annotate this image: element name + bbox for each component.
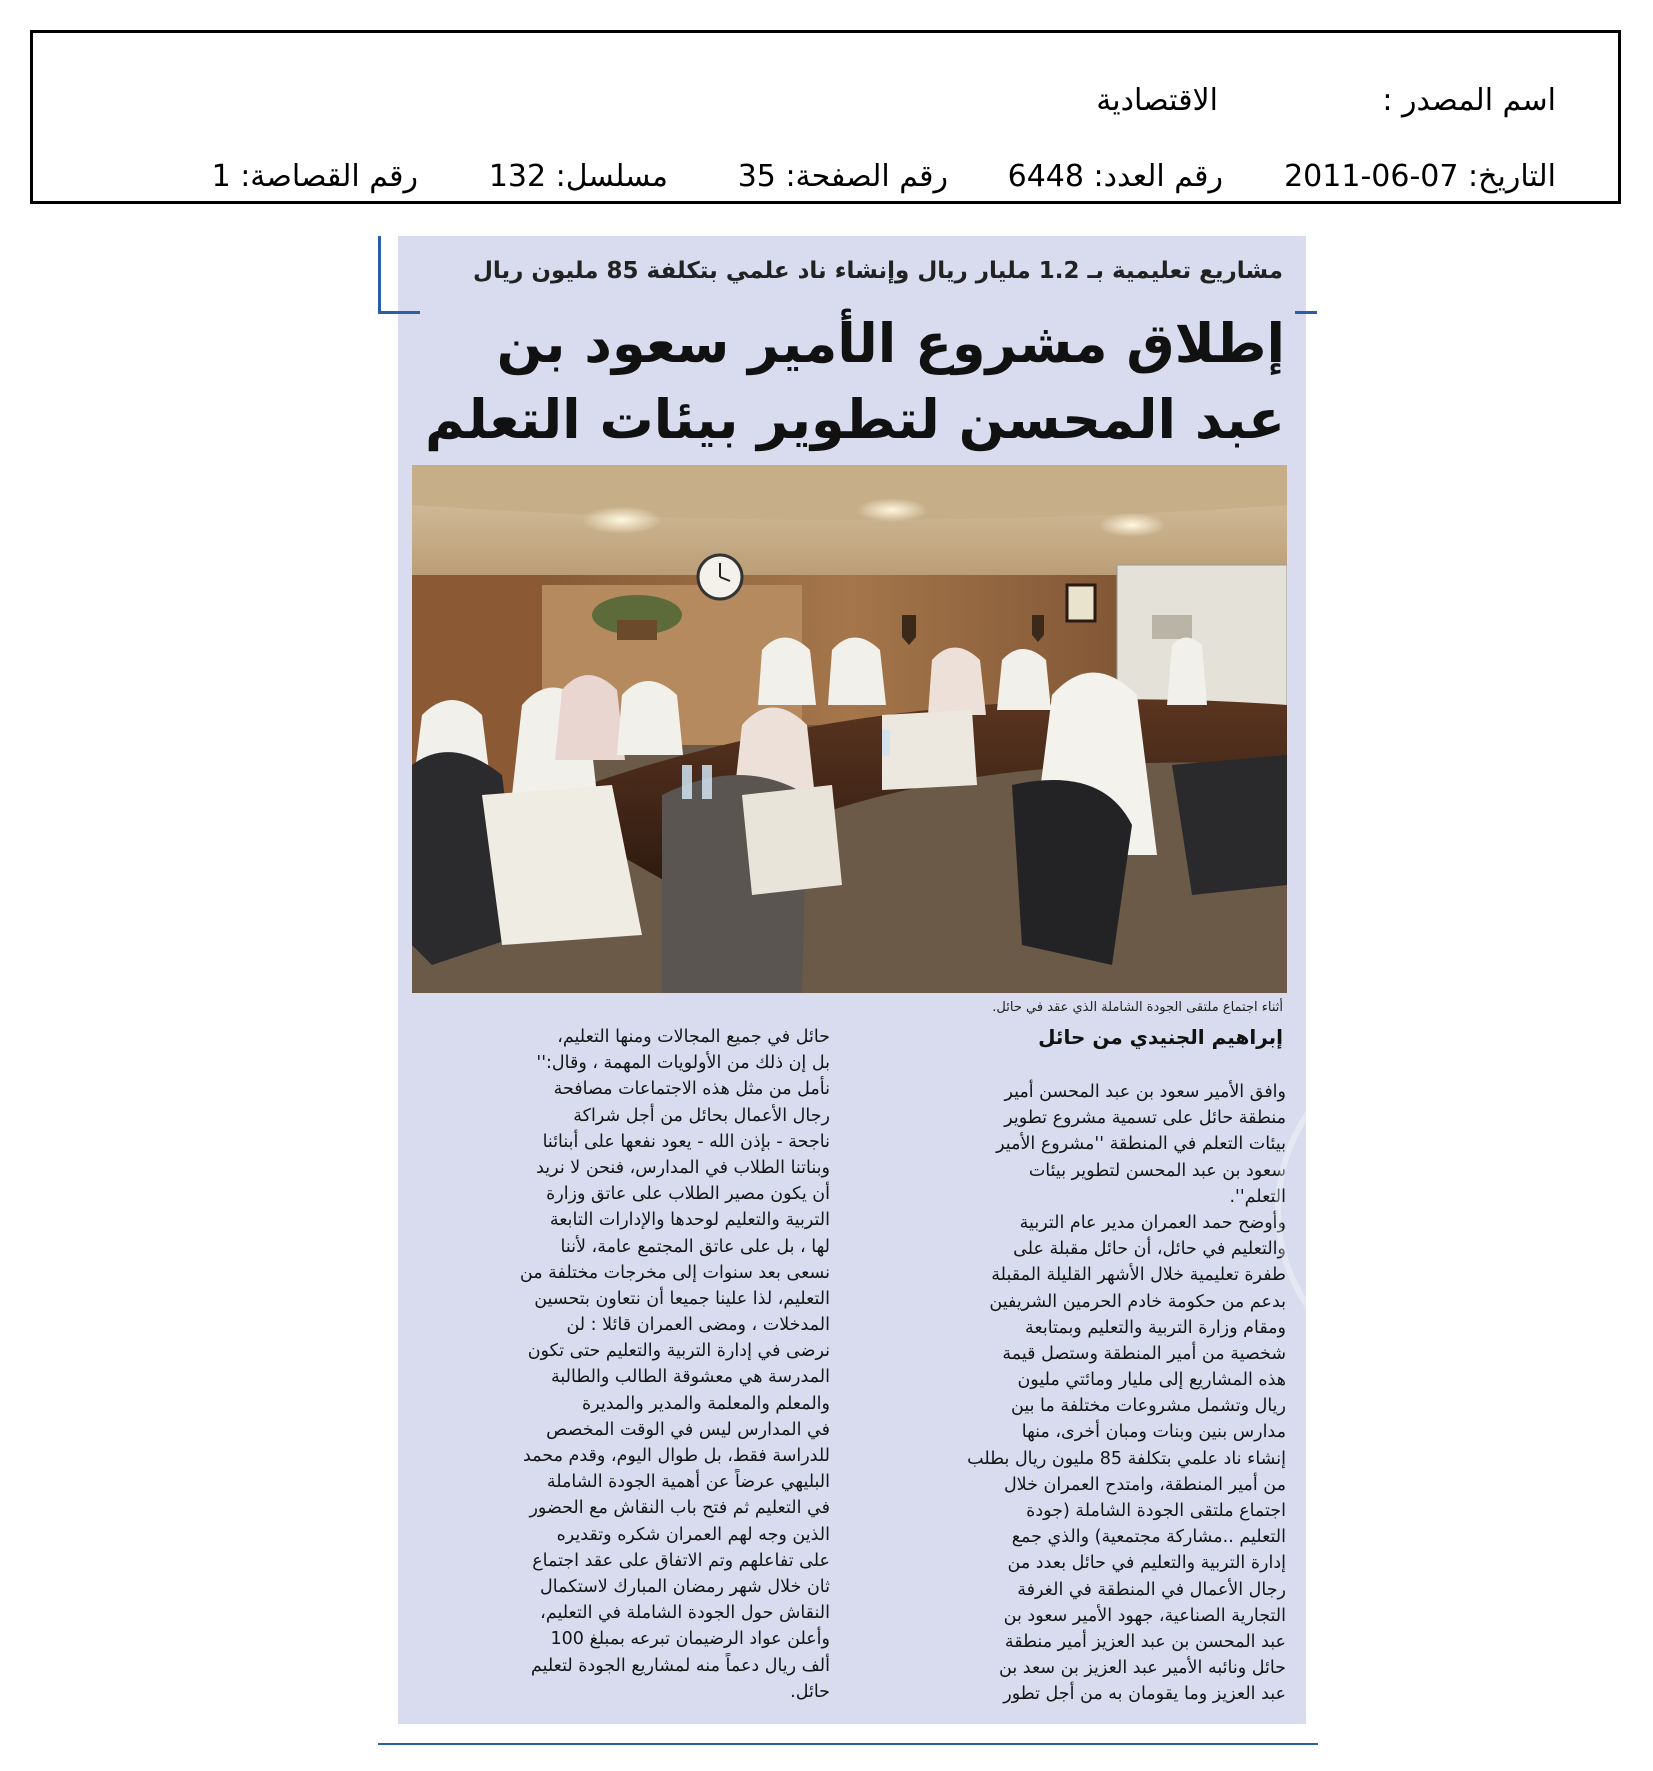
text-line: ألف ريال دعماً منه لمشاريع الجودة لتعليم: [530, 1655, 830, 1676]
text-line: التجارية الصناعية، جهود الأمير سعود بن: [1003, 1605, 1286, 1626]
text-line: بل إن ذلك من الأولويات المهمة ، وقال:'': [536, 1053, 830, 1074]
text-line: مدارس بنين وبنات ومبان أخرى، منها: [1021, 1422, 1286, 1443]
text-line: ثان خلال شهر رمضان المبارك لاستكمال: [540, 1576, 830, 1597]
text-line: ومقام وزارة التربية والتعليم وبمتابعة: [1025, 1317, 1286, 1338]
text-line: لها ، بل على عاتق المجتمع عامة، لأننا: [560, 1236, 830, 1257]
text-line: سعود بن عبد المحسن لتطوير بيئات: [1028, 1160, 1286, 1181]
text-line: التعليم ..مشاركة مجتمعية) والذي جمع: [1011, 1527, 1286, 1548]
text-line: المدخلات ، ومضى العمران قائلا : لن: [566, 1315, 830, 1336]
source-label: اسم المصدر :: [1382, 83, 1556, 118]
text-line: عبد العزيز وما يقومان به من أجل تطور: [1003, 1684, 1286, 1705]
headline-line-2: عبد المحسن لتطوير بيئات التعلم: [424, 388, 1285, 451]
bottom-rule: [378, 1743, 1318, 1745]
text-line: وأعلن عواد الرضيمان تبرعه بمبلغ 100: [550, 1629, 830, 1650]
text-line: نسعى بعد سنوات إلى مخرجات مختلفة من: [519, 1262, 830, 1283]
accent-bracket-tick: [1295, 311, 1317, 314]
text-line: ريال وتشمل مشروعات مختلفة ما بين: [1011, 1396, 1286, 1417]
text-line: رجال الأعمال بحائل من أجل شراكة: [573, 1105, 830, 1126]
accent-bracket-vertical: [378, 236, 381, 314]
text-line: والتعليم في حائل، أن حائل مقبلة على: [1013, 1239, 1286, 1260]
text-line: التعلم''.: [1229, 1186, 1286, 1207]
seal-watermark: [1268, 1000, 1348, 1420]
clip-number-field: رقم القصاصة: 1: [211, 159, 418, 194]
article-column-right: [868, 1079, 1286, 1708]
text-line: طفرة تعليمية خلال الأشهر القليلة المقبلة: [991, 1265, 1286, 1286]
text-line: البليهي عرضاً عن أهمية الجودة الشاملة: [546, 1472, 830, 1493]
text-line: نأمل من مثل هذه الاجتماعات مصافحة: [553, 1079, 830, 1100]
article-byline: إبراهيم الجنيدي من حائل: [1038, 1025, 1283, 1049]
text-line: بدعم من حكومة خادم الحرمين الشريفين: [989, 1291, 1286, 1312]
text-line: إدارة التربية والتعليم في حائل بعدد من: [1007, 1553, 1286, 1574]
text-line: وبناتنا الطلاب في المدارس، فنحن لا نريد: [536, 1157, 830, 1178]
text-line: في التعليم ثم فتح باب النقاش مع الحضور: [529, 1498, 830, 1519]
text-line: اجتماع ملتقى الجودة الشاملة (جودة: [1026, 1501, 1286, 1521]
text-line: شخصية من أمير المنطقة وستصل قيمة: [1002, 1343, 1286, 1364]
text-line: النقاش حول الجودة الشاملة في التعليم،: [540, 1603, 830, 1624]
text-line: حائل.: [790, 1681, 830, 1702]
text-line: حائل في جميع المجالات ومنها التعليم،: [557, 1027, 830, 1047]
text-line: المدرسة هي معشوقة الطالب والطالبة: [550, 1367, 830, 1388]
text-line: إنشاء ناد علمي بتكلفة 85 مليون ريال بطلب: [967, 1448, 1286, 1469]
text-line: منطقة حائل على تسمية مشروع تطوير: [1004, 1108, 1286, 1129]
photo-caption: أثناء اجتماع ملتقى الجودة الشاملة الذي عقد في حائل.: [992, 1000, 1283, 1015]
text-line: على تفاعلهم وتم الاتفاق على عقد اجتماع: [532, 1550, 830, 1571]
text-line: التربية والتعليم لوحدها والإدارات التابعة: [549, 1210, 830, 1231]
text-line: ناجحة - بإذن الله - يعود نفعها على أبنائنا: [542, 1131, 830, 1152]
text-line: من أمير المنطقة، وامتدح العمران خلال: [1003, 1474, 1286, 1495]
text-line: بيئات التعلم في المنطقة ''مشروع الأمير: [996, 1134, 1286, 1155]
text-line: وافق الأمير سعود بن عبد المحسن أمير: [1004, 1082, 1286, 1102]
text-line: للدراسة فقط، بل طوال اليوم، وقدم محمد: [522, 1446, 830, 1466]
source-value: الاقتصادية: [1096, 83, 1218, 118]
text-line: والمعلم والمعلمة والمدير والمديرة: [582, 1393, 830, 1414]
article-column-left: [412, 1024, 830, 1705]
text-line: أن يكون مصير الطلاب على عاتق وزارة: [546, 1184, 830, 1205]
meeting-photo: [412, 465, 1287, 993]
text-line: الذين وجه لهم العمران شكره وتقديره: [556, 1524, 830, 1545]
page-number-field: رقم الصفحة: 35: [737, 159, 948, 194]
text-line: نرضى في إدارة التربية والتعليم حتى تكون: [527, 1341, 830, 1362]
text-line: التعليم، لذا علينا جميعا أن نتعاون بتحسين: [534, 1288, 830, 1309]
text-line: حائل ونائبه الأمير عبد العزيز بن سعد بن: [999, 1658, 1286, 1679]
text-line: عبد المحسن بن عبد العزيز أمير منطقة: [1004, 1631, 1286, 1652]
text-line: وأوضح حمد العمران مدير عام التربية: [1019, 1212, 1286, 1233]
text-line: هذه المشاريع إلى مليار ومائتي مليون: [1017, 1370, 1286, 1391]
headline-line-1: إطلاق مشروع الأمير سعود بن: [496, 312, 1285, 375]
metadata-box: [30, 30, 1621, 204]
text-line: رجال الأعمال في المنطقة في الغرفة: [1017, 1579, 1286, 1600]
text-line: في المدارس ليس في الوقت المخصص: [546, 1419, 830, 1440]
article-kicker: مشاريع تعليمية بـ 1.2 مليار ريال وإنشاء ناد علمي بتكلفة 85 مليون ريال: [472, 258, 1283, 284]
issue-number-field: رقم العدد: 6448: [1007, 159, 1223, 194]
date-field: التاريخ: 07-06-2011: [1284, 159, 1556, 194]
serial-number-field: مسلسل: 132: [488, 159, 668, 194]
accent-bracket-horizontal: [378, 311, 420, 314]
